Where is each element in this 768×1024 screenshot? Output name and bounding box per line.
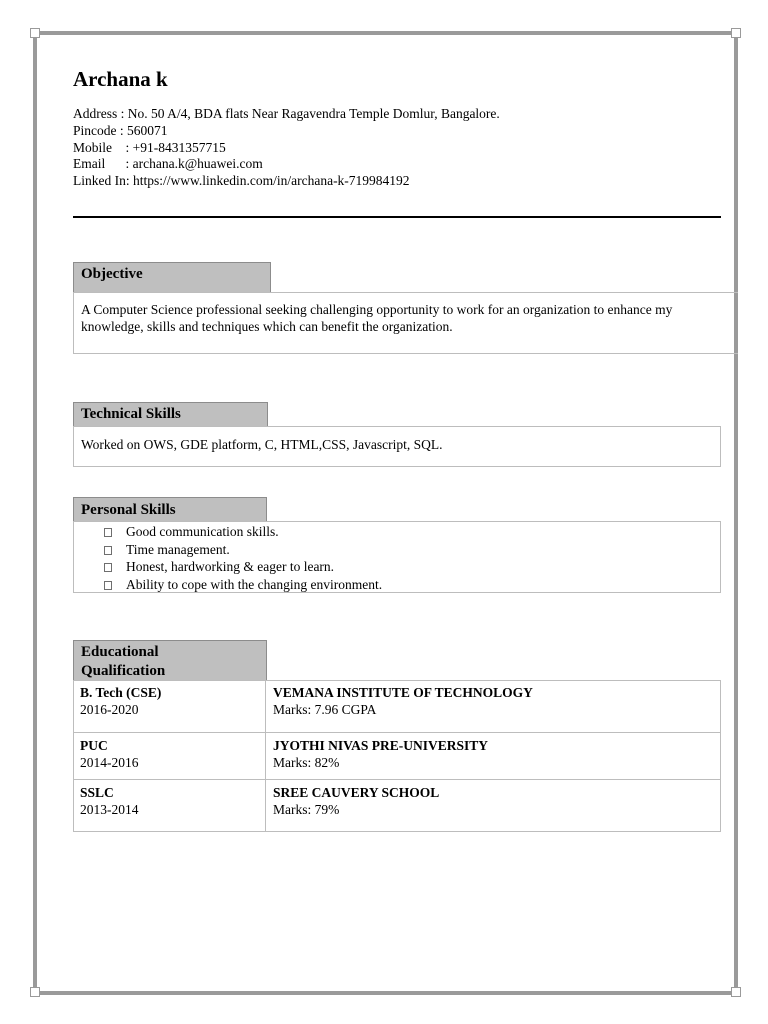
marks-value: Marks: 79% xyxy=(273,801,340,817)
list-item: Time management. xyxy=(74,541,720,559)
institute-name: JYOTHI NIVAS PRE-UNIVERSITY xyxy=(273,738,489,753)
checkbox-bullet-icon xyxy=(104,563,112,572)
pincode-line: Pincode : 560071 xyxy=(73,122,168,138)
education-heading xyxy=(73,640,267,681)
address-line: Address : No. 50 A/4, BDA flats Near Ragavendra Temple Domlur, Bangalore. xyxy=(73,106,500,121)
technical-skills-text: Worked on OWS, GDE platform, C, HTML,CSS, Javascript, SQL. xyxy=(81,437,443,452)
page-border-left xyxy=(33,31,37,994)
table-row xyxy=(73,732,721,779)
contact-block xyxy=(73,106,500,190)
header-divider xyxy=(73,216,721,218)
institute-name: SREE CAUVERY SCHOOL xyxy=(273,785,440,800)
corner-ornament xyxy=(30,987,40,997)
list-item: Honest, hardworking & eager to learn. xyxy=(74,558,720,576)
degree-years: 2013-2014 xyxy=(80,801,139,817)
list-item: Good communication skills. xyxy=(74,523,720,541)
corner-ornament xyxy=(731,987,741,997)
checkbox-bullet-icon xyxy=(104,528,112,537)
marks-value: Marks: 82% xyxy=(273,754,340,770)
institute-name: VEMANA INSTITUTE OF TECHNOLOGY xyxy=(273,685,533,700)
technical-skills-box xyxy=(73,426,721,467)
degree-name: PUC xyxy=(80,738,108,753)
education-heading-line1: Educational xyxy=(81,644,159,660)
degree-name: B. Tech (CSE) xyxy=(80,685,162,700)
technical-skills-heading: Technical Skills xyxy=(73,402,268,427)
objective-box xyxy=(73,292,738,354)
marks-value: Marks: 7.96 CGPA xyxy=(273,701,377,717)
checkbox-bullet-icon xyxy=(104,546,112,555)
checkbox-bullet-icon xyxy=(104,581,112,590)
linkedin-line: Linked In: https://www.linkedin.com/in/archana-k-719984192 xyxy=(73,173,410,189)
mobile-line: Mobile : +91-8431357715 xyxy=(73,139,226,155)
degree-name: SSLC xyxy=(80,785,114,800)
list-item: Ability to cope with the changing environment. xyxy=(74,576,720,594)
corner-ornament xyxy=(30,28,40,38)
candidate-name: Archana k xyxy=(73,67,168,91)
degree-years: 2016-2020 xyxy=(80,701,139,717)
page-border-bottom xyxy=(33,991,738,995)
corner-ornament xyxy=(731,28,741,38)
degree-years: 2014-2016 xyxy=(80,754,139,770)
page-border-right xyxy=(734,31,738,994)
objective-heading: Objective xyxy=(73,262,271,293)
education-heading-line2: Qualification xyxy=(81,663,166,679)
personal-skills-list xyxy=(74,523,720,593)
email-line: Email : archana.k@huawei.com xyxy=(73,156,263,172)
page-border-top xyxy=(33,31,738,35)
personal-skills-heading: Personal Skills xyxy=(73,497,267,522)
objective-text: A Computer Science professional seeking challenging opportunity to work for an organization to enhance my knowledge, skills and techniques which can benefit the organization. xyxy=(81,302,673,334)
table-row xyxy=(73,779,721,832)
table-row xyxy=(73,680,721,732)
personal-skills-box xyxy=(73,521,721,593)
